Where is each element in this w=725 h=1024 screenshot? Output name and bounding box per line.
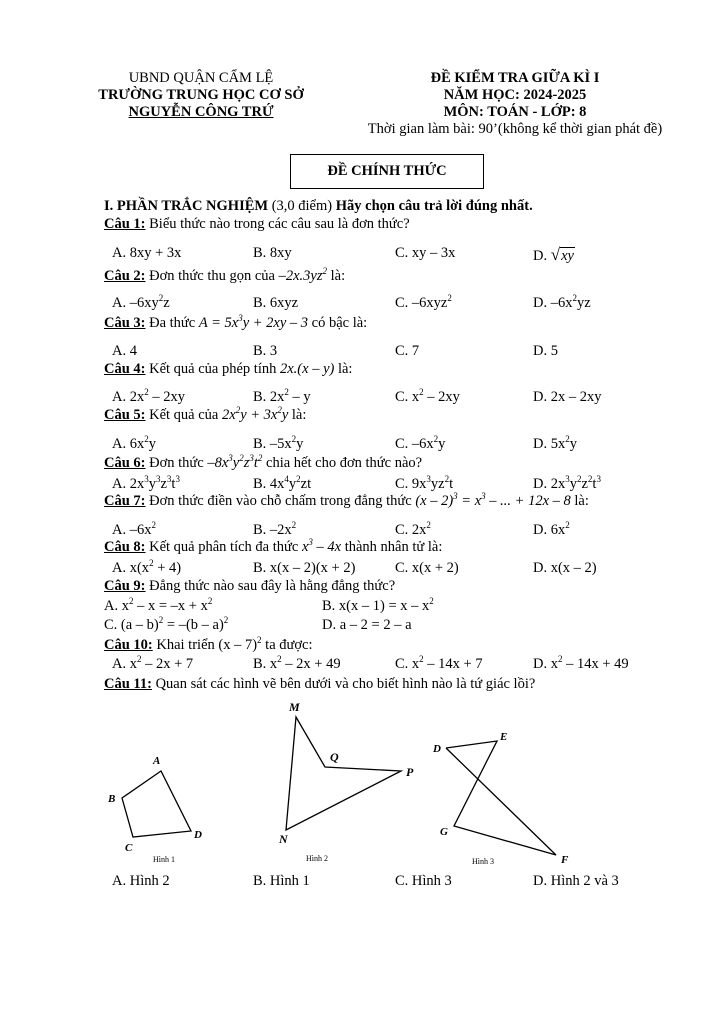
- opt-text: – 2xy: [148, 389, 185, 405]
- exponent: 4: [284, 474, 289, 485]
- opt-text: D. 2x: [533, 476, 566, 492]
- question-text-end: ta được:: [261, 637, 313, 653]
- exponent: 2: [572, 293, 577, 304]
- exponent: 3: [453, 491, 458, 502]
- opt-text: zt: [300, 476, 312, 492]
- opt-text: – 14x + 7: [423, 656, 483, 672]
- exponent: 2: [565, 520, 570, 531]
- question-label: Câu 6:: [104, 455, 146, 471]
- opt-text: y: [569, 476, 577, 492]
- quadrilateral-abcd: [122, 771, 191, 837]
- question-text: Biểu thức nào trong các câu sau là đơn thức?: [145, 216, 410, 232]
- question-label: Câu 4:: [104, 361, 146, 377]
- math-expr: y: [232, 455, 240, 471]
- option-b[interactable]: B. Hình 1: [253, 873, 310, 889]
- vertex-label: G: [440, 826, 448, 838]
- opt-text: A. –6xy: [112, 295, 159, 311]
- opt-text: C. –6x: [395, 436, 434, 452]
- figure-caption: Hình 1: [153, 855, 175, 864]
- math-expr: = x: [457, 493, 482, 509]
- opt-text: B. x: [253, 656, 278, 672]
- question-text: Đa thức: [145, 315, 199, 331]
- opt-text: y: [288, 476, 297, 492]
- school-name-text: NGUYỄN CÔNG TRỨ: [128, 104, 274, 120]
- opt-text: – 14x + 49: [562, 656, 629, 672]
- question-text: Kết quả của: [145, 407, 222, 423]
- option-d[interactable]: D. 5: [533, 343, 558, 359]
- exponent: 2: [296, 474, 301, 485]
- opt-text: yz: [576, 295, 591, 311]
- option-d-label: D.: [533, 248, 548, 264]
- question-label: Câu 2:: [104, 268, 146, 284]
- math-expr: 2x.(x – y): [280, 361, 335, 377]
- exponent: 3: [228, 453, 233, 464]
- vertex-label: E: [500, 731, 508, 743]
- question-text-end: thành nhân tử là:: [341, 539, 443, 555]
- math-expr: (x – 2): [415, 493, 454, 509]
- exponent: 3: [596, 474, 601, 485]
- exponent: 2: [447, 293, 452, 304]
- opt-text: C. 9x: [395, 476, 427, 492]
- opt-text: y: [148, 436, 156, 452]
- exponent: 2: [587, 474, 593, 485]
- opt-text: t: [449, 476, 454, 492]
- exponent: 2: [284, 387, 289, 398]
- exponent: 2: [565, 434, 570, 445]
- math-expr: 2x: [222, 407, 236, 423]
- math-expr: –2x.3yz: [278, 268, 323, 284]
- vertex-label: F: [561, 854, 569, 866]
- math-expr: y + 3x: [240, 407, 278, 423]
- opt-text: yz: [430, 476, 445, 492]
- question-label: Câu 3:: [104, 315, 146, 331]
- exponent: 2: [444, 474, 450, 485]
- math-expr: y + 2xy – 3: [242, 315, 309, 331]
- question-text-end: chia hết cho đơn thức nào?: [262, 455, 423, 471]
- vertex-label: P: [406, 765, 414, 779]
- exponent: 3: [238, 313, 243, 324]
- opt-text: t: [592, 476, 597, 492]
- question-text-end: có bậc là:: [308, 315, 368, 331]
- opt-text: A. x: [104, 598, 129, 614]
- question-label: Câu 5:: [104, 407, 146, 423]
- exponent: 2: [144, 434, 149, 445]
- option-c[interactable]: C. 7: [395, 343, 420, 359]
- opt-text: D. –6x: [533, 295, 573, 311]
- option-a[interactable]: A. 4: [112, 343, 137, 359]
- opt-text: A. 6x: [112, 436, 145, 452]
- opt-text: z: [163, 295, 170, 311]
- vertex-label: B: [108, 793, 116, 805]
- option-d[interactable]: D. x(x – 2): [533, 560, 597, 576]
- option-b[interactable]: B. 6xyz: [253, 295, 299, 311]
- exponent: 2: [557, 654, 563, 665]
- option-b[interactable]: B. 3: [253, 343, 278, 359]
- question-text: Kết quả của phép tính: [145, 361, 280, 377]
- exponent: 3: [426, 474, 431, 485]
- exponent: 2: [239, 453, 244, 464]
- opt-text: C. x: [395, 389, 420, 405]
- question-text-end: là:: [334, 361, 353, 377]
- opt-text: C. x: [395, 656, 420, 672]
- exponent: 2: [144, 387, 149, 398]
- exponent: 3: [144, 474, 149, 485]
- sqrt-symbol: √: [550, 245, 561, 264]
- question-text: Đẳng thức nào sau đây là hằng đẳng thức?: [145, 578, 396, 594]
- question-text: Quan sát các hình vẽ bên dưới và cho biết hình nào là tứ giác lồi?: [151, 676, 536, 692]
- opt-text: A. 2x: [112, 476, 145, 492]
- quadrilateral-defg: [446, 741, 556, 855]
- opt-text: A. –6x: [112, 522, 152, 538]
- math-expr: A = 5x: [198, 315, 239, 331]
- figure-caption: Hình 3: [472, 857, 494, 866]
- exponent: 2: [419, 654, 424, 665]
- opt-text: + 4): [153, 560, 182, 576]
- school-type: TRƯỜNG TRUNG HỌC CƠ SỞ: [98, 87, 304, 103]
- question-text: Kết quả phân tích đa thức: [145, 539, 302, 555]
- opt-text: A. x(x: [112, 560, 150, 576]
- option-d[interactable]: D. 2x – 2xy: [533, 389, 602, 405]
- opt-text: C. 2x: [395, 522, 427, 538]
- question-label: Câu 11:: [104, 676, 152, 692]
- opt-text: = –(b – a): [163, 617, 224, 633]
- exponent: 3: [175, 474, 180, 485]
- opt-text: B. 2x: [253, 389, 285, 405]
- question-text: Đơn thức: [145, 455, 208, 471]
- option-c[interactable]: C. Hình 3: [395, 873, 452, 889]
- question-label: Câu 10:: [104, 637, 153, 653]
- opt-text: z: [160, 476, 167, 492]
- option-a[interactable]: A. 8xy + 3x: [112, 245, 182, 261]
- exam-title: ĐỀ KIỂM TRA GIỮA KÌ I: [430, 70, 600, 86]
- exponent: 3: [249, 453, 254, 464]
- quadrilateral-mqpn: [286, 717, 401, 830]
- exponent: 2: [426, 520, 431, 531]
- section-points: (3,0 điểm): [268, 198, 336, 214]
- district-name: UBND QUẬN CẨM LỆ: [128, 70, 274, 86]
- exponent: 2: [277, 405, 282, 416]
- opt-text: – 2xy: [423, 389, 460, 405]
- time-allowed: Thời gian làm bài: 90’(không kể thời gian phát đề): [367, 121, 663, 137]
- question-label: Câu 7:: [104, 493, 146, 509]
- exponent: 2: [235, 405, 241, 416]
- opt-text: A. 2x: [112, 389, 145, 405]
- option-d[interactable]: D. a – 2 = 2 – a: [322, 617, 412, 633]
- vertex-label: D: [194, 829, 202, 841]
- exponent: 3: [166, 474, 172, 485]
- question-text: Đơn thức điền vào chỗ chấm trong đẳng thức: [145, 493, 416, 509]
- opt-text: B. –5x: [253, 436, 292, 452]
- vertex-label: A: [153, 755, 161, 767]
- exponent: 2: [433, 434, 439, 445]
- opt-text: B. –2x: [253, 522, 292, 538]
- question-label: Câu 1:: [104, 216, 146, 232]
- opt-text: z: [581, 476, 588, 492]
- exponent: 3: [481, 491, 486, 502]
- option-d[interactable]: D. Hình 2 và 3: [533, 873, 619, 889]
- math-expr: z: [243, 455, 250, 471]
- exponent: 2: [149, 558, 154, 569]
- opt-text: A. x: [112, 656, 137, 672]
- exponent: 2: [136, 654, 142, 665]
- option-b[interactable]: B. x(x – 2)(x + 2): [253, 560, 356, 576]
- exponent: 3: [308, 537, 313, 548]
- radicand: xy: [561, 248, 574, 264]
- option-a[interactable]: A. Hình 2: [112, 873, 170, 889]
- exponent: 2: [277, 654, 282, 665]
- school-year: NĂM HỌC: 2024-2025: [443, 87, 587, 103]
- exponent: 2: [151, 520, 156, 531]
- math-expr: x: [301, 539, 309, 555]
- opt-text: C. –6xyz: [395, 295, 448, 311]
- figure-caption: Hình 2: [306, 854, 328, 863]
- section-instruction: Hãy chọn câu trả lời đúng nhất.: [335, 198, 533, 214]
- section-heading: I. PHẦN TRẮC NGHIỆM: [104, 198, 269, 214]
- exponent: 3: [155, 474, 161, 485]
- question-text-end: là:: [570, 493, 589, 509]
- opt-text: – x = –x + x: [133, 598, 208, 614]
- opt-text: – y: [288, 389, 311, 405]
- exponent: 2: [158, 615, 164, 626]
- opt-text: t: [171, 476, 176, 492]
- option-c[interactable]: C. x(x + 2): [395, 560, 459, 576]
- figure-3-crossed-quadrilateral: [432, 731, 569, 866]
- figure-2-quadrilateral: [278, 700, 414, 863]
- exponent: 2: [322, 266, 328, 277]
- figure-1-quadrilateral: [107, 755, 202, 864]
- opt-text: – 2x + 49: [281, 656, 341, 672]
- exponent: 2: [257, 635, 262, 646]
- math-expr: – 4x: [312, 539, 342, 555]
- opt-text: B. 4x: [253, 476, 285, 492]
- math-expr: – ... + 12x – 8: [485, 493, 571, 509]
- vertex-label: N: [279, 832, 288, 846]
- exponent: 3: [565, 474, 570, 485]
- exponent: 2: [419, 387, 424, 398]
- opt-text: D. 6x: [533, 522, 566, 538]
- math-expr: –8x: [207, 455, 229, 471]
- question-text: Đơn thức thu gọn của: [145, 268, 279, 284]
- option-c[interactable]: C. xy – 3x: [395, 245, 456, 261]
- question-label: Câu 8:: [104, 539, 146, 555]
- exponent: 2: [429, 596, 434, 607]
- exponent: 2: [128, 596, 134, 607]
- opt-text: B. x(x – 1) = x – x: [322, 598, 430, 614]
- exponent: 2: [158, 293, 164, 304]
- opt-text: D. 5x: [533, 436, 566, 452]
- exponent: 2: [576, 474, 582, 485]
- opt-text: y: [148, 476, 156, 492]
- vertex-label: D: [433, 743, 441, 755]
- official-label: ĐỀ CHÍNH THỨC: [327, 163, 447, 179]
- subject-grade: MÔN: TOÁN - LỚP: 8: [443, 104, 587, 120]
- question-text-end: là:: [288, 407, 307, 423]
- exponent: 2: [291, 434, 297, 445]
- question-text-end: là:: [327, 268, 346, 284]
- question-label: Câu 9:: [104, 578, 146, 594]
- exponent: 2: [207, 596, 213, 607]
- exponent: 2: [223, 615, 229, 626]
- vertex-label: C: [125, 842, 133, 854]
- opt-text: C. (a – b): [104, 617, 159, 633]
- option-b[interactable]: B. 8xy: [253, 245, 292, 261]
- question-text: Khai triển (x – 7): [152, 637, 258, 653]
- opt-text: – 2x + 7: [141, 656, 194, 672]
- vertex-label: M: [289, 700, 300, 714]
- exponent: 2: [257, 453, 263, 464]
- opt-text: y: [438, 436, 446, 452]
- exponent: 2: [291, 520, 297, 531]
- opt-text: D. x: [533, 656, 558, 672]
- math-expr: y: [281, 407, 289, 423]
- opt-text: y: [296, 436, 304, 452]
- math-expr: t: [253, 455, 258, 471]
- vertex-label: Q: [330, 750, 339, 764]
- opt-text: y: [569, 436, 577, 452]
